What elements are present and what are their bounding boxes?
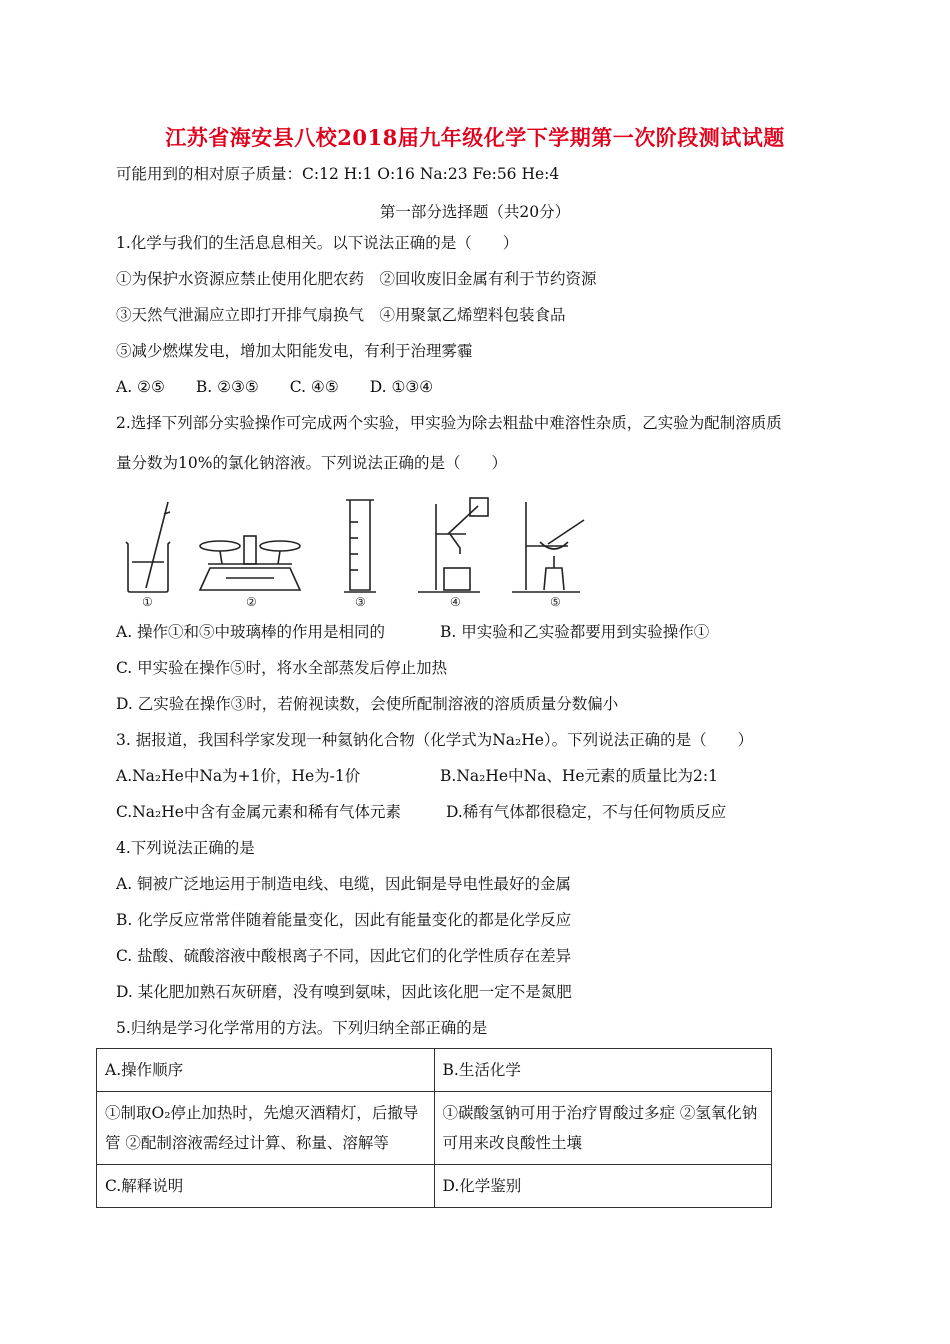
q2-option-b: B. 甲实验和乙实验都要用到实验操作①: [440, 623, 710, 641]
table-row: [97, 1092, 772, 1165]
q2-stem-line1: 2.选择下列部分实验操作可完成两个实验，甲实验为除去粗盐中难溶性杂质，乙实验为配制溶质质: [116, 414, 782, 432]
q4-option-d: D. 某化肥加熟石灰研磨，没有嗅到氨味，因此该化肥一定不是氮肥: [116, 983, 572, 1001]
q1-statement-2: ③天然气泄漏应立即打开排气扇换气 ④用聚氯乙烯塑料包装食品: [116, 306, 566, 324]
filtration-setup-icon: [418, 498, 488, 592]
figure-label-3: ③: [355, 595, 366, 608]
beaker-stirring-icon: [126, 502, 170, 592]
table-row: [97, 1165, 772, 1208]
table-cell-c-head: C.解释说明: [97, 1165, 435, 1208]
q4-option-a: A. 铜被广泛地运用于制造电线、电缆，因此铜是导电性最好的金属: [116, 875, 572, 893]
evaporation-setup-icon: [512, 502, 584, 592]
q4-option-c: C. 盐酸、硫酸溶液中酸根离子不同，因此它们的化学性质存在差异: [116, 947, 572, 965]
q1-statement-1: ①为保护水资源应禁止使用化肥农药 ②回收废旧金属有利于节约资源: [116, 270, 597, 288]
balance-scale-icon: [200, 536, 300, 590]
graduated-cylinder-icon: [344, 500, 376, 592]
q2-option-a: A. 操作①和⑤中玻璃棒的作用是相同的: [116, 623, 386, 641]
q1-stem: 1.化学与我们的生活息息相关。以下说法正确的是（ ）: [116, 234, 519, 252]
q3-option-c: C.Na₂He中含有金属元素和稀有气体元素: [116, 803, 401, 821]
table-cell-b-head: B.生活化学: [434, 1049, 772, 1092]
figure-label-1: ①: [142, 595, 153, 608]
q4-stem: 4.下列说法正确的是: [116, 839, 255, 857]
q5-stem: 5.归纳是学习化学常用的方法。下列归纳全部正确的是: [116, 1019, 488, 1037]
figure-label-2: ②: [246, 595, 257, 608]
table-cell-a-body: ①制取O₂停止加热时，先熄灭酒精灯，后撤导管 ②配制溶液需经过计算、称量、溶解等: [97, 1092, 435, 1165]
table-cell-b-body: ①碳酸氢钠可用于治疗胃酸过多症 ②氢氧化钠可用来改良酸性土壤: [434, 1092, 772, 1165]
q1-options: A. ②⑤ B. ②③⑤ C. ④⑤ D. ①③④: [116, 378, 434, 396]
q3-option-a: A.Na₂He中Na为+1价，He为-1价: [116, 767, 361, 785]
q3-option-d: D.稀有气体都很稳定，不与任何物质反应: [446, 803, 727, 821]
q2-option-d: D. 乙实验在操作③时，若俯视读数，会使所配制溶液的溶质质量分数偏小: [116, 695, 619, 713]
q1-statement-3: ⑤减少燃煤发电，增加太阳能发电，有利于治理雾霾: [116, 342, 473, 360]
atomic-masses: 可能用到的相对原子质量：C:12 H:1 O:16 Na:23 Fe:56 He:4: [116, 165, 560, 183]
lab-apparatus-illustration: [118, 494, 618, 608]
table-cell-a-head: A.操作顺序: [97, 1049, 435, 1092]
lab-apparatus-figure: [118, 494, 618, 608]
table-cell-d-head: D.化学鉴别: [434, 1165, 772, 1208]
q5-summary-table: [96, 1048, 772, 1208]
table-row: [97, 1049, 772, 1092]
q3-option-b: B.Na₂He中Na、He元素的质量比为2:1: [440, 767, 718, 785]
q2-stem-line2: 量分数为10%的氯化钠溶液。下列说法正确的是（ ）: [116, 454, 507, 472]
q2-option-c: C. 甲实验在操作⑤时，将水全部蒸发后停止加热: [116, 659, 448, 677]
figure-label-4: ④: [450, 595, 461, 608]
q3-stem: 3. 据报道，我国科学家发现一种氦钠化合物（化学式为Na₂He）。下列说法正确的是（ ）: [116, 731, 754, 749]
q4-option-b: B. 化学反应常常伴随着能量变化，因此有能量变化的都是化学反应: [116, 911, 572, 929]
section-heading: 第一部分选择题（共20分）: [379, 203, 571, 221]
page-title: 江苏省海安县八校2018届九年级化学下学期第一次阶段测试试题: [165, 125, 785, 150]
figure-label-5: ⑤: [550, 595, 561, 608]
